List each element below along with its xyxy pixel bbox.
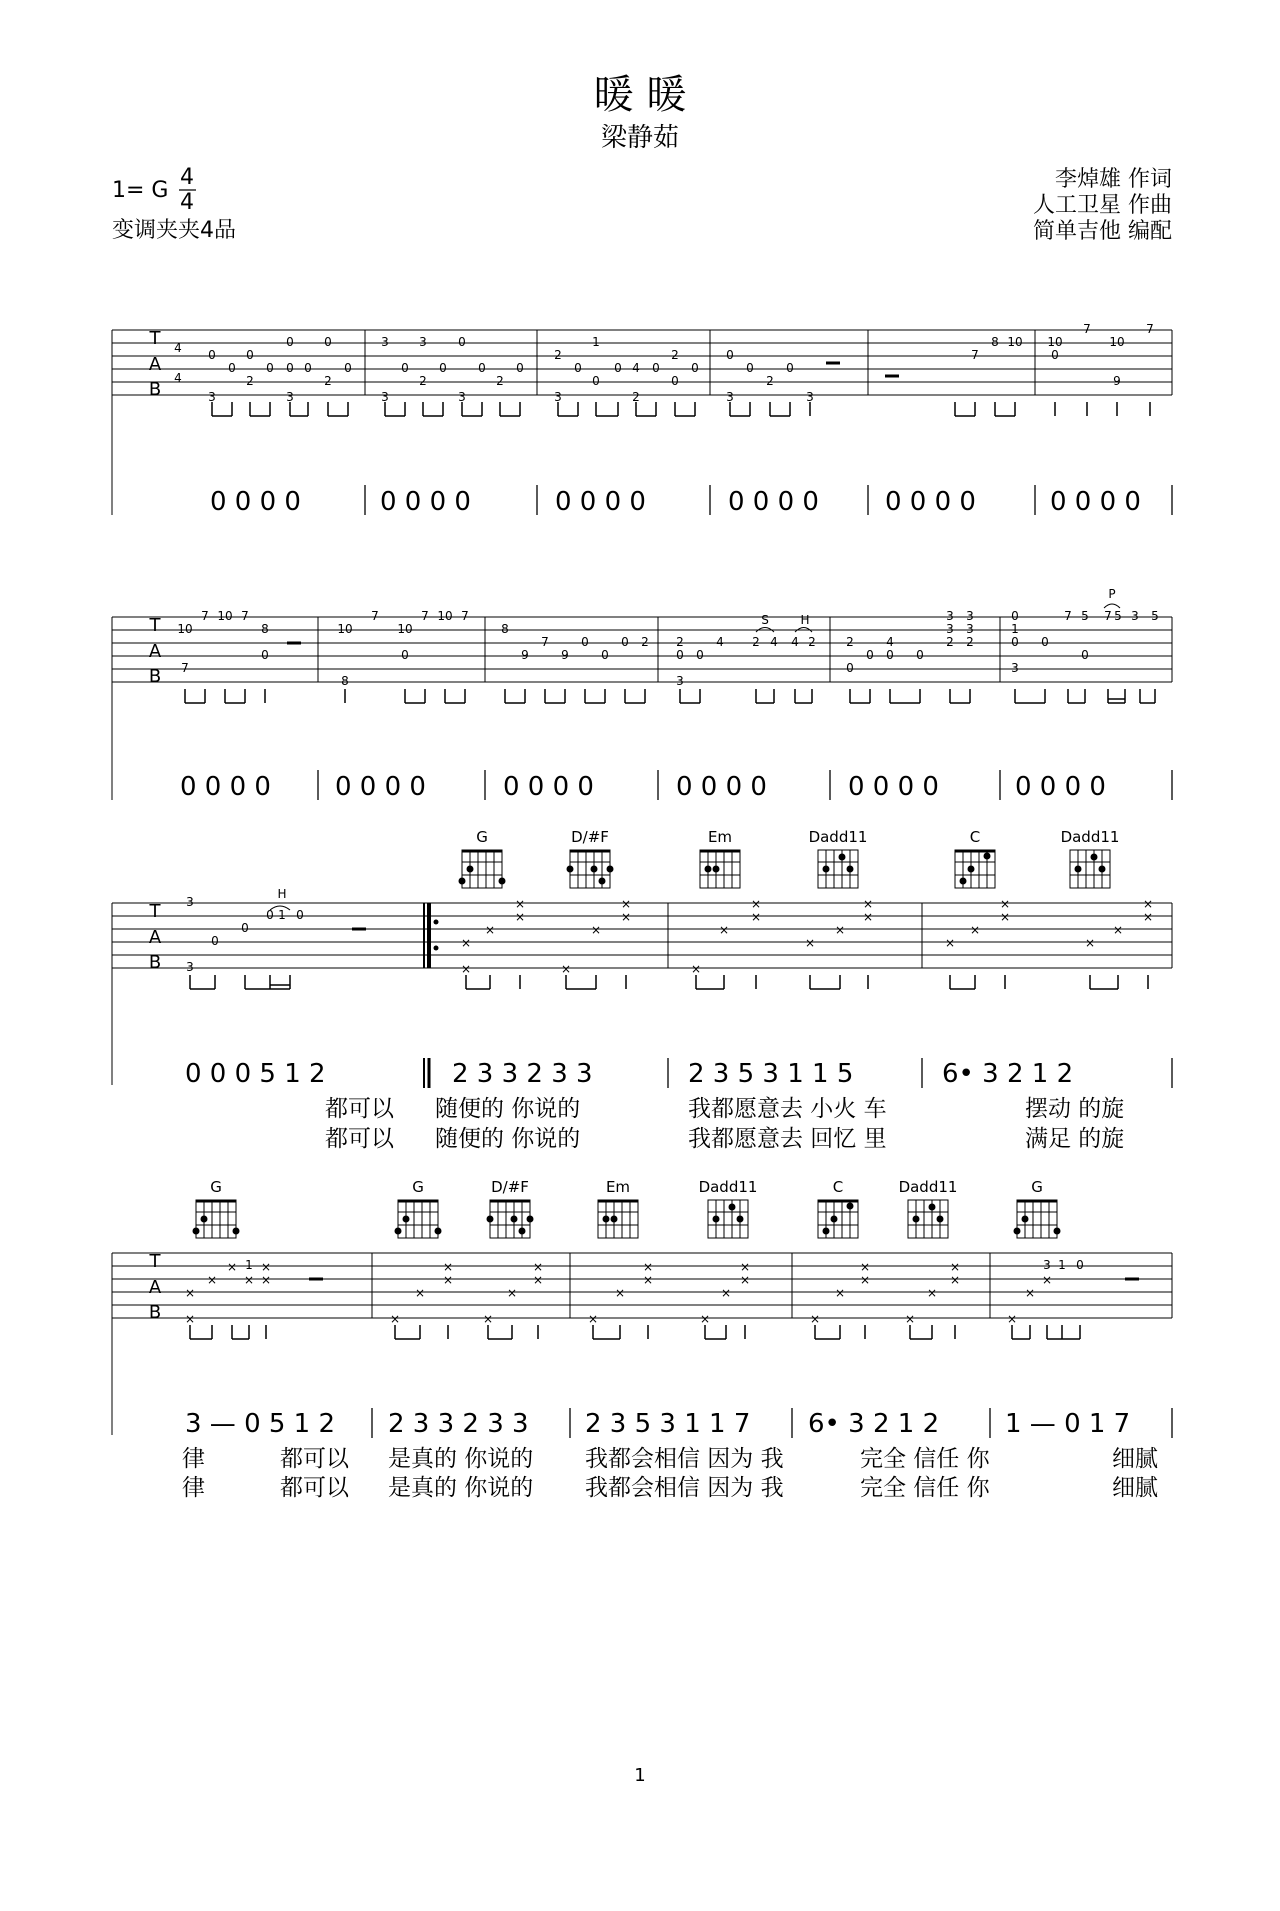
svg-text:×: × <box>699 1312 711 1326</box>
svg-text:×: × <box>389 1312 401 1326</box>
svg-text:0: 0 <box>846 661 854 675</box>
svg-text:0: 0 <box>1011 635 1019 649</box>
svg-text:0: 0 <box>344 361 352 375</box>
tab-letter: B <box>148 1302 162 1323</box>
svg-text:×: × <box>532 1273 544 1287</box>
svg-text:0: 0 <box>208 348 216 362</box>
svg-text:5: 5 <box>1151 609 1159 623</box>
svg-text:2: 2 <box>966 635 974 649</box>
svg-text:6• 3 2 1 2: 6• 3 2 1 2 <box>942 1059 1074 1089</box>
lyrics <box>325 1096 1124 1152</box>
svg-text:完全 信任 你: 完全 信任 你 <box>860 1475 990 1501</box>
tab-letter: B <box>148 666 162 687</box>
pull-off-mark: P <box>1108 587 1116 601</box>
svg-text:7: 7 <box>1146 322 1154 336</box>
svg-text:3: 3 <box>186 960 194 974</box>
svg-text:0: 0 <box>652 361 660 375</box>
svg-text:0: 0 <box>246 348 254 362</box>
svg-text:×: × <box>614 1286 626 1300</box>
svg-text:2: 2 <box>946 635 954 649</box>
svg-text:Dadd11: Dadd11 <box>898 1178 958 1196</box>
svg-text:我都会相信 因为 我: 我都会相信 因为 我 <box>585 1475 784 1501</box>
page-number: 1 <box>634 1765 646 1786</box>
svg-text:我都愿意去 回忆 里: 我都愿意去 回忆 里 <box>688 1126 887 1152</box>
system-3 <box>112 828 1172 1152</box>
svg-text:×: × <box>532 1260 544 1274</box>
svg-text:0: 0 <box>676 648 684 662</box>
svg-text:3: 3 <box>208 390 216 404</box>
svg-text:0: 0 <box>266 361 274 375</box>
svg-text:0 0 0 0: 0 0 0 0 <box>848 772 939 802</box>
svg-text:是真的 你说的: 是真的 你说的 <box>388 1475 534 1501</box>
svg-text:3: 3 <box>286 390 294 404</box>
svg-text:0: 0 <box>296 908 304 922</box>
svg-text:×: × <box>484 923 496 937</box>
svg-text:0: 0 <box>726 348 734 362</box>
svg-text:0: 0 <box>1041 635 1049 649</box>
svg-text:3: 3 <box>419 335 427 349</box>
svg-text:×: × <box>739 1260 751 1274</box>
svg-text:1 — 0 1 7: 1 — 0 1 7 <box>1005 1409 1131 1439</box>
numbered-notation <box>210 487 1141 517</box>
svg-text:0 0 0 0: 0 0 0 0 <box>335 772 426 802</box>
svg-text:2: 2 <box>671 348 679 362</box>
svg-text:2: 2 <box>846 635 854 649</box>
svg-text:细腻: 细腻 <box>1112 1475 1158 1501</box>
svg-text:×: × <box>460 962 472 976</box>
svg-text:2: 2 <box>808 635 816 649</box>
svg-text:2 3 3 2 3 3: 2 3 3 2 3 3 <box>388 1409 529 1439</box>
svg-text:0: 0 <box>574 361 582 375</box>
svg-text:2 3 5 3 1 1 7: 2 3 5 3 1 1 7 <box>585 1409 751 1439</box>
chord-diagram <box>955 828 995 888</box>
svg-text:7: 7 <box>1104 609 1112 623</box>
svg-text:×: × <box>260 1260 272 1274</box>
svg-text:×: × <box>514 910 526 924</box>
svg-text:×: × <box>949 1260 961 1274</box>
svg-text:2 3 5 3 1 1 5: 2 3 5 3 1 1 5 <box>688 1059 854 1089</box>
fret-numbers <box>177 609 1158 688</box>
svg-text:5: 5 <box>1081 609 1089 623</box>
svg-text:0: 0 <box>886 648 894 662</box>
svg-text:10: 10 <box>337 622 353 636</box>
chord-diagrams <box>193 1178 1061 1238</box>
svg-text:×: × <box>949 1273 961 1287</box>
svg-text:0: 0 <box>916 648 924 662</box>
svg-text:律: 律 <box>182 1475 205 1501</box>
stems <box>212 402 1150 416</box>
svg-text:0 0 0 0: 0 0 0 0 <box>503 772 594 802</box>
svg-text:G: G <box>412 1178 424 1196</box>
svg-text:律: 律 <box>182 1446 205 1472</box>
svg-text:3: 3 <box>381 390 389 404</box>
svg-text:8: 8 <box>341 674 349 688</box>
svg-text:0 0 0 0: 0 0 0 0 <box>555 487 646 517</box>
svg-text:0: 0 <box>261 648 269 662</box>
svg-text:0 0 0 0: 0 0 0 0 <box>885 487 976 517</box>
svg-text:×: × <box>1112 923 1124 937</box>
svg-text:×: × <box>506 1286 518 1300</box>
time-sig-bottom: 4 <box>180 190 194 215</box>
numbered-notation <box>185 1409 1130 1439</box>
svg-text:我都愿意去 小火 车: 我都愿意去 小火 车 <box>688 1096 887 1122</box>
chord-diagram <box>459 828 506 888</box>
svg-text:7: 7 <box>1083 322 1091 336</box>
svg-text:2: 2 <box>496 374 504 388</box>
svg-text:C: C <box>832 1178 844 1196</box>
chord-diagram <box>1061 828 1120 888</box>
tab-staff <box>112 903 1172 1085</box>
svg-text:×: × <box>944 936 956 950</box>
svg-text:4: 4 <box>716 635 724 649</box>
svg-text:10: 10 <box>1007 335 1023 349</box>
chord-diagram <box>809 828 868 888</box>
chord-diagram <box>818 1178 858 1238</box>
svg-text:0: 0 <box>671 374 679 388</box>
svg-text:0: 0 <box>696 648 704 662</box>
svg-text:3: 3 <box>1011 661 1019 675</box>
svg-text:Dadd11: Dadd11 <box>808 828 868 846</box>
svg-text:6• 3 2 1 2: 6• 3 2 1 2 <box>808 1409 940 1439</box>
svg-text:3: 3 <box>676 674 684 688</box>
chord-diagram <box>899 1178 958 1238</box>
svg-text:4: 4 <box>886 635 894 649</box>
svg-text:×: × <box>969 923 981 937</box>
tab-letter: A <box>148 641 162 662</box>
svg-text:×: × <box>804 936 816 950</box>
lyrics <box>182 1446 1158 1501</box>
svg-text:0 0 0 0: 0 0 0 0 <box>728 487 819 517</box>
svg-text:我都会相信 因为 我: 我都会相信 因为 我 <box>585 1446 784 1472</box>
svg-text:7: 7 <box>1064 609 1072 623</box>
svg-text:×: × <box>442 1260 454 1274</box>
tab-letter: A <box>148 354 162 375</box>
svg-text:×: × <box>859 1273 871 1287</box>
svg-text:3: 3 <box>966 622 974 636</box>
svg-text:2: 2 <box>419 374 427 388</box>
svg-text:×: × <box>590 923 602 937</box>
key-signature: 1= G <box>112 178 169 203</box>
svg-text:D/#F: D/#F <box>491 1178 529 1196</box>
svg-text:×: × <box>442 1273 454 1287</box>
svg-text:×: × <box>642 1273 654 1287</box>
stems <box>190 1325 1080 1339</box>
credit-arranger: 简单吉他 编配 <box>1033 219 1172 244</box>
svg-text:都可以: 都可以 <box>325 1126 394 1152</box>
svg-text:×: × <box>560 962 572 976</box>
svg-text:2: 2 <box>632 390 640 404</box>
svg-text:0: 0 <box>601 648 609 662</box>
svg-text:7: 7 <box>421 609 429 623</box>
svg-text:×: × <box>1142 910 1154 924</box>
strum-marks <box>185 1260 1052 1326</box>
svg-text:10: 10 <box>1109 335 1125 349</box>
svg-text:1: 1 <box>1011 622 1019 636</box>
svg-text:都可以: 都可以 <box>325 1096 394 1122</box>
svg-text:3: 3 <box>946 609 954 623</box>
svg-text:2: 2 <box>246 374 254 388</box>
svg-text:×: × <box>809 1312 821 1326</box>
svg-text:×: × <box>243 1273 255 1287</box>
svg-text:0 0 0 0: 0 0 0 0 <box>1050 487 1141 517</box>
svg-text:9: 9 <box>561 648 569 662</box>
svg-text:2: 2 <box>676 635 684 649</box>
svg-text:3: 3 <box>381 335 389 349</box>
svg-text:Em: Em <box>605 1178 631 1196</box>
svg-text:0: 0 <box>1076 1258 1084 1272</box>
slide-mark: S <box>761 613 769 627</box>
svg-text:是真的 你说的: 是真的 你说的 <box>388 1446 534 1472</box>
svg-text:摆动 的旋: 摆动 的旋 <box>1025 1096 1125 1122</box>
svg-text:0: 0 <box>1081 648 1089 662</box>
svg-text:3 — 0 5 1 2: 3 — 0 5 1 2 <box>185 1409 336 1439</box>
svg-text:3: 3 <box>1131 609 1139 623</box>
svg-text:×: × <box>482 1312 494 1326</box>
svg-text:8: 8 <box>501 622 509 636</box>
svg-text:×: × <box>460 936 472 950</box>
tab-letter: T <box>149 615 161 636</box>
svg-text:×: × <box>862 910 874 924</box>
svg-text:×: × <box>926 1286 938 1300</box>
tab-letter: B <box>148 379 162 400</box>
svg-text:0: 0 <box>478 361 486 375</box>
capo-note: 变调夹夹4品 <box>112 218 236 243</box>
svg-text:×: × <box>1024 1286 1036 1300</box>
svg-text:Em: Em <box>707 828 733 846</box>
svg-text:都可以: 都可以 <box>280 1475 349 1501</box>
svg-text:10: 10 <box>217 609 233 623</box>
tab-letter: T <box>149 328 161 349</box>
svg-text:随便的 你说的: 随便的 你说的 <box>435 1096 581 1122</box>
chord-diagram <box>699 1178 758 1238</box>
svg-text:0: 0 <box>1051 348 1059 362</box>
svg-text:2 3 3 2 3 3: 2 3 3 2 3 3 <box>452 1059 593 1089</box>
svg-text:×: × <box>750 910 762 924</box>
svg-text:×: × <box>750 897 762 911</box>
svg-text:0: 0 <box>241 921 249 935</box>
svg-text:2: 2 <box>752 635 760 649</box>
svg-text:×: × <box>620 897 632 911</box>
svg-text:×: × <box>1084 936 1096 950</box>
svg-text:0: 0 <box>211 934 219 948</box>
svg-text:0: 0 <box>324 335 332 349</box>
svg-text:0: 0 <box>746 361 754 375</box>
svg-text:0: 0 <box>614 361 622 375</box>
svg-text:×: × <box>859 1260 871 1274</box>
svg-text:0: 0 <box>401 361 409 375</box>
time-sig-top: 4 <box>180 165 194 190</box>
svg-text:细腻: 细腻 <box>1112 1446 1158 1472</box>
svg-text:×: × <box>587 1312 599 1326</box>
system-1 <box>112 322 1172 517</box>
chord-diagram <box>567 828 614 888</box>
svg-text:3: 3 <box>726 390 734 404</box>
svg-text:×: × <box>720 1286 732 1300</box>
chord-diagram <box>700 828 740 888</box>
svg-text:3: 3 <box>1043 1258 1051 1272</box>
svg-text:4: 4 <box>174 371 182 385</box>
svg-text:×: × <box>184 1286 196 1300</box>
svg-text:×: × <box>1006 1312 1018 1326</box>
numbered-notation <box>180 772 1106 802</box>
svg-text:0 0 0 0: 0 0 0 0 <box>210 487 301 517</box>
chord-diagram <box>598 1178 638 1238</box>
strum-marks <box>461 897 1153 976</box>
svg-text:3: 3 <box>946 622 954 636</box>
svg-text:0 0 0 5 1 2: 0 0 0 5 1 2 <box>185 1059 326 1089</box>
svg-text:G: G <box>1031 1178 1043 1196</box>
svg-text:0 0 0 0: 0 0 0 0 <box>1015 772 1106 802</box>
svg-text:都可以: 都可以 <box>280 1446 349 1472</box>
svg-text:×: × <box>1041 1273 1053 1287</box>
svg-text:1: 1 <box>592 335 600 349</box>
fret-numbers <box>186 895 304 974</box>
svg-text:0 0 0 0: 0 0 0 0 <box>380 487 471 517</box>
svg-text:9: 9 <box>1113 374 1121 388</box>
svg-text:×: × <box>1142 897 1154 911</box>
svg-text:0: 0 <box>516 361 524 375</box>
hammer-mark: H <box>800 613 810 627</box>
svg-text:×: × <box>999 897 1011 911</box>
svg-text:0: 0 <box>866 648 874 662</box>
svg-text:2: 2 <box>554 348 562 362</box>
svg-text:10: 10 <box>1047 335 1063 349</box>
svg-text:0: 0 <box>1011 609 1019 623</box>
svg-text:0: 0 <box>592 374 600 388</box>
credit-composer: 人工卫星 作曲 <box>1033 193 1172 218</box>
hammer-mark: H <box>277 887 287 901</box>
svg-text:G: G <box>210 1178 222 1196</box>
svg-text:4: 4 <box>770 635 778 649</box>
svg-text:×: × <box>999 910 1011 924</box>
svg-text:7: 7 <box>461 609 469 623</box>
svg-text:满足 的旋: 满足 的旋 <box>1025 1126 1125 1152</box>
svg-text:10: 10 <box>437 609 453 623</box>
svg-text:7: 7 <box>971 348 979 362</box>
svg-text:C: C <box>969 828 981 846</box>
chord-diagram <box>1014 1178 1061 1238</box>
credit-lyricist: 李焯雄 作词 <box>1055 167 1172 192</box>
system-2 <box>112 587 1172 802</box>
svg-text:8: 8 <box>991 335 999 349</box>
svg-text:1: 1 <box>245 1258 253 1272</box>
svg-text:0: 0 <box>286 361 294 375</box>
svg-text:5: 5 <box>1114 609 1122 623</box>
svg-text:7: 7 <box>541 635 549 649</box>
svg-text:3: 3 <box>966 609 974 623</box>
svg-text:×: × <box>904 1312 916 1326</box>
svg-text:2: 2 <box>324 374 332 388</box>
svg-text:4: 4 <box>174 341 182 355</box>
chord-diagram <box>487 1178 534 1238</box>
svg-text:0 0 0 0: 0 0 0 0 <box>180 772 271 802</box>
svg-text:1: 1 <box>278 908 286 922</box>
svg-text:×: × <box>620 910 632 924</box>
system-4 <box>112 1178 1172 1501</box>
tab-letter: T <box>149 1251 161 1272</box>
chord-diagram <box>395 1178 442 1238</box>
svg-text:×: × <box>834 1286 846 1300</box>
song-title: 暖 暖 <box>593 72 687 118</box>
svg-text:完全 信任 你: 完全 信任 你 <box>860 1446 990 1472</box>
svg-text:3: 3 <box>186 895 194 909</box>
svg-text:4: 4 <box>632 361 640 375</box>
svg-text:0: 0 <box>581 635 589 649</box>
svg-text:随便的 你说的: 随便的 你说的 <box>435 1126 581 1152</box>
svg-text:×: × <box>226 1260 238 1274</box>
svg-text:0: 0 <box>304 361 312 375</box>
tab-letter: A <box>148 1277 162 1298</box>
svg-text:9: 9 <box>521 648 529 662</box>
svg-text:7: 7 <box>201 609 209 623</box>
tab-letter: B <box>148 952 162 973</box>
svg-text:1: 1 <box>1058 1258 1066 1272</box>
stems <box>190 975 1148 989</box>
chord-diagrams <box>459 828 1120 888</box>
svg-text:Dadd11: Dadd11 <box>698 1178 758 1196</box>
svg-text:Dadd11: Dadd11 <box>1060 828 1120 846</box>
svg-text:7: 7 <box>371 609 379 623</box>
song-artist: 梁静茹 <box>600 123 680 153</box>
svg-text:×: × <box>206 1273 218 1287</box>
svg-text:8: 8 <box>261 622 269 636</box>
svg-text:×: × <box>862 897 874 911</box>
svg-text:7: 7 <box>241 609 249 623</box>
svg-text:0 0 0 0: 0 0 0 0 <box>676 772 767 802</box>
svg-text:0: 0 <box>458 335 466 349</box>
svg-text:2: 2 <box>766 374 774 388</box>
svg-text:×: × <box>834 923 846 937</box>
svg-text:0: 0 <box>786 361 794 375</box>
numbered-notation <box>185 1059 1073 1089</box>
svg-text:0: 0 <box>228 361 236 375</box>
tab-letter: A <box>148 927 162 948</box>
svg-text:2: 2 <box>641 635 649 649</box>
svg-text:×: × <box>414 1286 426 1300</box>
chord-diagram <box>193 1178 240 1238</box>
svg-text:×: × <box>739 1273 751 1287</box>
svg-text:D/#F: D/#F <box>571 828 609 846</box>
svg-text:10: 10 <box>177 622 193 636</box>
fret-numbers <box>174 322 1154 404</box>
svg-text:3: 3 <box>458 390 466 404</box>
svg-text:0: 0 <box>286 335 294 349</box>
svg-text:0: 0 <box>401 648 409 662</box>
svg-text:7: 7 <box>181 661 189 675</box>
svg-text:0: 0 <box>691 361 699 375</box>
svg-text:10: 10 <box>397 622 413 636</box>
svg-text:G: G <box>476 828 488 846</box>
svg-text:0: 0 <box>621 635 629 649</box>
svg-text:×: × <box>642 1260 654 1274</box>
svg-text:0: 0 <box>439 361 447 375</box>
svg-text:×: × <box>690 962 702 976</box>
svg-text:×: × <box>260 1273 272 1287</box>
svg-text:3: 3 <box>806 390 814 404</box>
svg-text:×: × <box>514 897 526 911</box>
svg-text:4: 4 <box>791 635 799 649</box>
stems <box>185 689 1155 703</box>
svg-text:×: × <box>718 923 730 937</box>
svg-text:3: 3 <box>554 390 562 404</box>
svg-text:0: 0 <box>266 908 274 922</box>
tab-letter: T <box>149 901 161 922</box>
svg-text:×: × <box>184 1312 196 1326</box>
